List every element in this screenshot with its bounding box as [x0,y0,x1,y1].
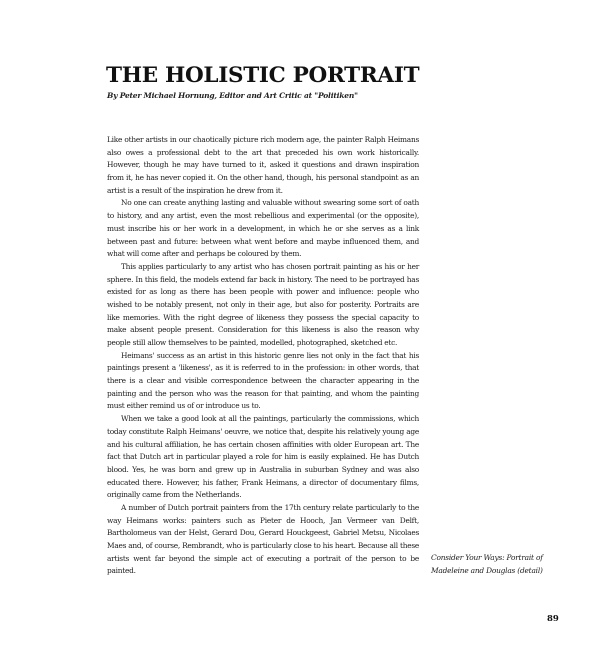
article-title: THE HOLISTIC PORTRAIT [106,63,420,88]
paragraph: Like other artists in our chaotically picture rich modern age, the painter Ralph Heimans also owes a professional debt to the art that preceded his own work historically. However, though he may have turned to it, asked it questions and drawn inspiration from it, he has never copied it. On the other hand, though, his personal standpoint as an artist is a result of the inspiration he drew from it. [107,135,419,195]
paragraph: Heimans' success as an artist in this historic genre lies not only in the fact that his paintings present a 'likeness', as it is referred to in the profession: in other words, that there is a clear and visible correspondence between the character appearing in the painting and the person who was the reason for that painting, and whom the painting must either remind us of or introduce us to. [107,350,419,411]
image-caption: Consider Your Ways: Portrait of Madeleine and Douglas (detail) [431,553,543,575]
paragraph: No one can create anything lasting and valuable without swearing some sort of oath to history, and any artist, even the most rebellious and experimental (or the opposite), must inscribe his or her work in a development, in which he or she serves as a link between past and future: between what went before and maybe influenced them, and what will come after and perhaps be coloured by them. [107,198,419,259]
paragraph: A number of Dutch portrait painters from the 17th century relate particularly to the way Heimans works: painters such as Pieter de Hooch, Jan Vermeer van Delft, Bartholomeus van der Helst, Gerard Dou, Gerard Houckgeest, Gabriel Metsu, Nicolaes Maes and, of course, Rembrandt, who is particularly close to his heart. Because all these artists went far beyond the simple act of executing a portrait of the person to be painted. [107,502,419,576]
paragraph: This applies particularly to any artist who has chosen portrait painting as his or her sphere. In this field, the models extend far back in history. The need to be portrayed has existed for as long as there has been people with power and influence: people who wished to be notably present, not only in their age, but also for posterity. Portraits are like memories. With the right degree of likeness they possess the special capacity to make absent people present. Consideration for this likeness is also the reason why people still allow themselves to be painted, modelled, photographed, sketched etc. [107,261,419,347]
article-byline: By Peter Michael Hornung, Editor and Art Critic at "Politiken" [107,91,358,100]
page-number: 89 [547,614,559,624]
article-body [107,134,419,578]
paragraph: When we take a good look at all the paintings, particularly the commissions, which today constitute Ralph Heimans' oeuvre, we notice that, despite his relatively young age and his cultural affiliation, he has certain chosen affinities with older European art. The fact that Dutch art in particular played a role for him is easily explained. He has Dutch blood. Yes, he was born and grew up in Australia in suburban Sydney and was also educated there. However, his father, Frank Heimans, a director of documentary films, originally came from the Netherlands. [107,414,419,500]
